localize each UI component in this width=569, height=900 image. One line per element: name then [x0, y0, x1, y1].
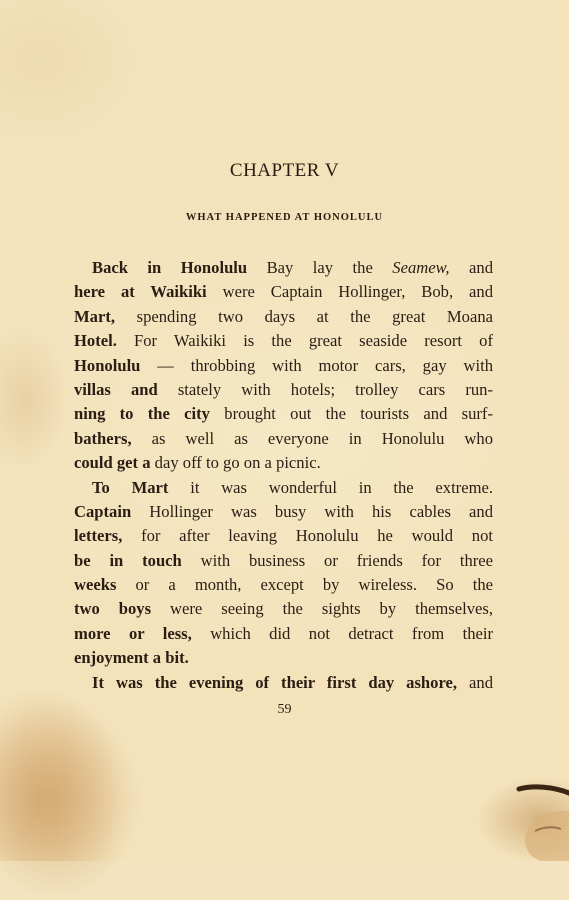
- page-curl-decoration: [499, 771, 569, 861]
- text-line: Captain Hollinger was busy with his cables and: [74, 501, 493, 521]
- text-line: Back in Honolulu Bay lay the Seamew, and: [92, 258, 494, 277]
- page-number: 59: [277, 702, 292, 717]
- body-text: [74, 256, 493, 695]
- text-line: Mart, spending two days at the great Moana: [74, 306, 493, 326]
- text-line: ning to the city brought out the tourists and surf-: [74, 404, 493, 424]
- paper-stain-bottom-left: [0, 700, 140, 900]
- text-line: Hotel. For Waikiki is the great seaside resort of: [74, 331, 493, 351]
- text-line: weeks or a month, except by wireless. So the: [74, 575, 493, 595]
- paper-stain-upper-left: [0, 330, 70, 470]
- text-line: could get a day off to go on a picnic.: [74, 453, 321, 473]
- text-line: To Mart it was wonderful in the extreme.: [92, 477, 493, 497]
- text-line: enjoyment a bit.: [74, 648, 189, 668]
- text-line: be in touch with business or friends for three: [74, 550, 494, 570]
- text-line: bathers, as well as everyone in Honolulu who: [74, 428, 493, 448]
- text-line: It was the evening of their first day ashore, and: [92, 672, 493, 692]
- text-line: two boys were seeing the sights by themselves,: [74, 599, 493, 619]
- chapter-heading: CHAPTER V: [229, 160, 340, 181]
- text-line: villas and stately with hotels; trolley cars run-: [74, 379, 493, 399]
- text-line: more or less, which did not detract from their: [74, 623, 494, 643]
- text-line: Honolulu — throbbing with motor cars, gay with: [74, 355, 493, 375]
- text-line: letters, for after leaving Honolulu he would not: [74, 526, 493, 546]
- chapter-subtitle: WHAT HAPPENED AT HONOLULU: [185, 212, 384, 223]
- text-line: here at Waikiki were Captain Hollinger, Bob, and: [74, 282, 493, 302]
